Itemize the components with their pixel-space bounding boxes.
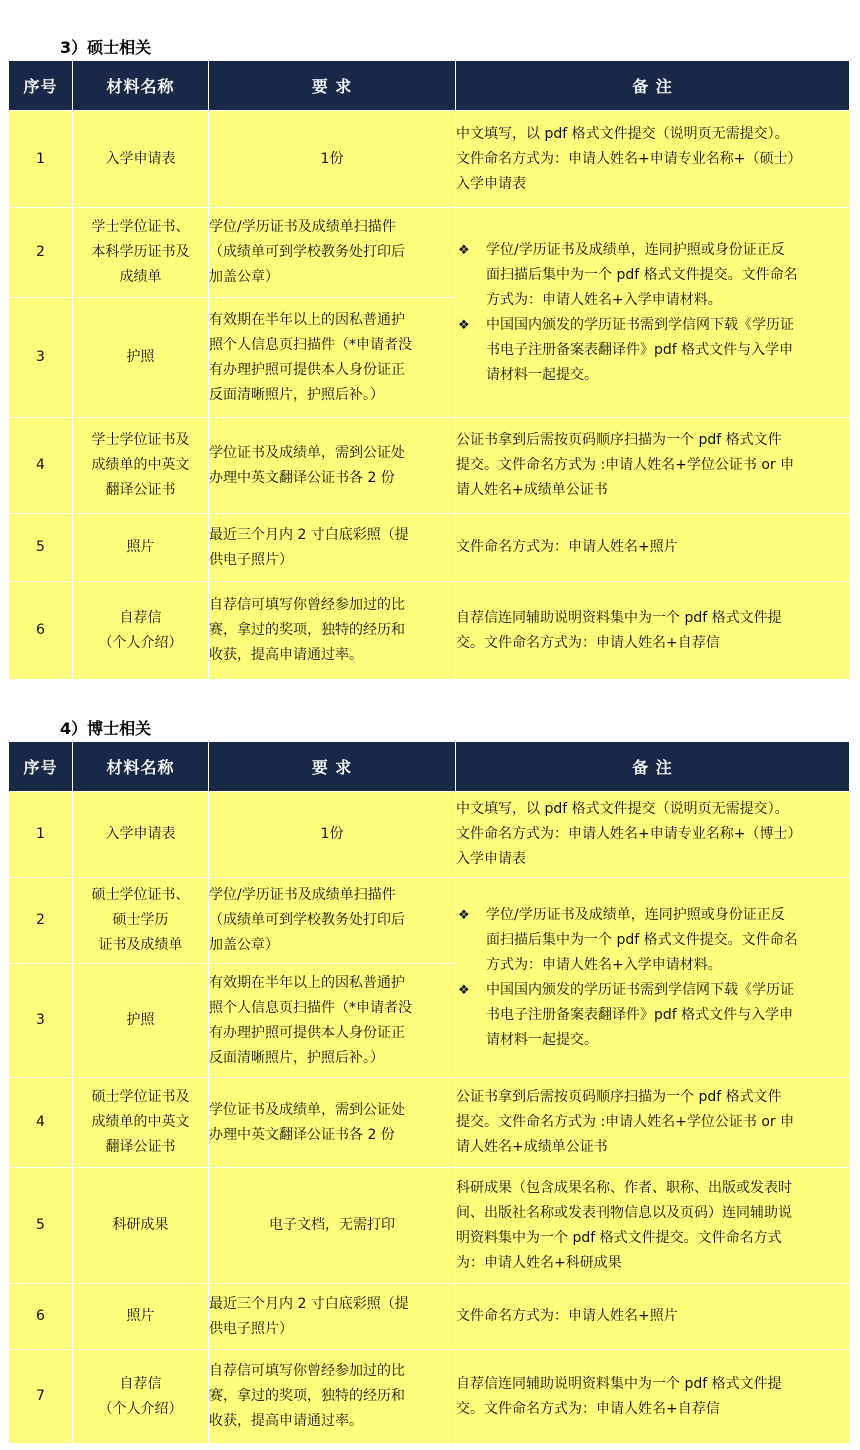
row-index: 3 [9,298,73,418]
row-note: 公证书拿到后需按页码顺序扫描为一个 pdf 格式文件 提交。文件命名方式为 :申请人姓名+学位公证书 or 申 请人姓名+成绩单公证书 [456,1078,850,1168]
row-material-name: 护照 [73,298,209,418]
row-material-name: 自荐信 （个人介绍） [73,582,209,680]
table-row [9,418,850,514]
header-index: 序号 [9,61,73,111]
row-requirement: 电子文档，无需打印 [209,1168,456,1284]
row-requirement: 自荐信可填写你曾经参加过的比 赛，拿过的奖项，独特的经历和 收获，提高申请通过率。 [209,582,456,680]
table-row [9,208,850,298]
header-index: 序号 [9,742,73,792]
row-index: 4 [9,418,73,514]
row-note: 自荐信连同辅助说明资料集中为一个 pdf 格式文件提 交。文件命名方式为：申请人姓名+自荐信 [456,582,850,680]
list-item: ❖ 中国国内颁发的学历证书需到学信网下载《学历证 书电子注册备案表翻译件》pdf 格式文件与入学申 请材料一起提交。 [456,313,849,388]
row-material-name: 学士学位证书及 成绩单的中英文 翻译公证书 [73,418,209,514]
row-note: 文件命名方式为：申请人姓名+照片 [456,514,850,582]
master-requirements-table [8,60,850,680]
table-row [9,1284,850,1350]
row-note: 中文填写，以 pdf 格式文件提交（说明页无需提交）。 文件命名方式为：申请人姓名+申请专业名称+（博士） 入学申请表 [456,792,850,878]
row-requirement: 1份 [209,111,456,208]
header-notes: 备 注 [456,742,850,792]
list-item: ❖ 学位/学历证书及成绩单，连同护照或身份证正反 面扫描后集中为一个 pdf 格式文件提交。文件命名 方式为：申请人姓名+入学申请材料。 [456,903,849,978]
row-index: 6 [9,582,73,680]
header-material-name: 材料名称 [73,61,209,111]
diamond-bullet-icon: ❖ [458,242,470,258]
list-item: ❖ 学位/学历证书及成绩单，连同护照或身份证正反 面扫描后集中为一个 pdf 格式文件提交。文件命名 方式为：申请人姓名+入学申请材料。 [456,238,849,313]
header-material-name: 材料名称 [73,742,209,792]
diamond-bullet-icon: ❖ [458,317,470,333]
row-note-shared [456,208,850,418]
master-section-title: 3）硕士相关 [60,38,152,57]
table-row [9,1078,850,1168]
row-index: 6 [9,1284,73,1350]
row-index: 1 [9,111,73,208]
row-index: 2 [9,208,73,298]
diamond-bullet-icon: ❖ [458,907,470,923]
doctor-requirements-table [8,741,850,1444]
row-requirement: 1份 [209,792,456,878]
row-index: 2 [9,878,73,964]
row-index: 7 [9,1350,73,1444]
row-requirement: 最近三个月内 2 寸白底彩照（提 供电子照片） [209,1284,456,1350]
row-note: 自荐信连同辅助说明资料集中为一个 pdf 格式文件提 交。文件命名方式为：申请人姓名+自荐信 [456,1350,850,1444]
row-material-name: 照片 [73,1284,209,1350]
row-index: 4 [9,1078,73,1168]
row-requirement: 有效期在半年以上的因私普通护 照个人信息页扫描件（*申请者没 有办理护照可提供本人身份证正 反面清晰照片，护照后补。） [209,964,456,1078]
row-index: 5 [9,514,73,582]
diamond-bullet-icon: ❖ [458,982,470,998]
row-requirement: 有效期在半年以上的因私普通护 照个人信息页扫描件（*申请者没 有办理护照可提供本人身份证正 反面清晰照片，护照后补。） [209,298,456,418]
row-requirement: 学位证书及成绩单，需到公证处 办理中英文翻译公证书各 2 份 [209,1078,456,1168]
row-note: 科研成果（包含成果名称、作者、职称、出版或发表时 间、出版社名称或发表刊物信息以及页码）连同辅助说 明资料集中为一个 pdf 格式文件提交。文件命名方式 为：申请人姓名+科研成果 [456,1168,850,1284]
row-requirement: 学位/学历证书及成绩单扫描件 （成绩单可到学校教务处打印后 加盖公章） [209,878,456,964]
row-material-name: 硕士学位证书及 成绩单的中英文 翻译公证书 [73,1078,209,1168]
table-row [9,514,850,582]
table-row [9,1350,850,1444]
table-row [9,1168,850,1284]
row-note: 中文填写，以 pdf 格式文件提交（说明页无需提交）。 文件命名方式为：申请人姓名+申请专业名称+（硕士） 入学申请表 [456,111,850,208]
row-requirement: 自荐信可填写你曾经参加过的比 赛，拿过的奖项，独特的经历和 收获，提高申请通过率。 [209,1350,456,1444]
row-material-name: 硕士学位证书、 硕士学历 证书及成绩单 [73,878,209,964]
row-material-name: 入学申请表 [73,111,209,208]
row-material-name: 照片 [73,514,209,582]
row-requirement: 最近三个月内 2 寸白底彩照（提 供电子照片） [209,514,456,582]
row-index: 3 [9,964,73,1078]
table-row [9,582,850,680]
shared-note-list [456,903,849,1053]
row-material-name: 入学申请表 [73,792,209,878]
shared-note-list [456,238,849,388]
row-note: 公证书拿到后需按页码顺序扫描为一个 pdf 格式文件 提交。文件命名方式为 :申请人姓名+学位公证书 or 申 请人姓名+成绩单公证书 [456,418,850,514]
row-note: 文件命名方式为：申请人姓名+照片 [456,1284,850,1350]
row-note-shared [456,878,850,1078]
row-requirement: 学位证书及成绩单，需到公证处 办理中英文翻译公证书各 2 份 [209,418,456,514]
header-requirement: 要 求 [209,742,456,792]
row-requirement: 学位/学历证书及成绩单扫描件 （成绩单可到学校教务处打印后 加盖公章） [209,208,456,298]
header-requirement: 要 求 [209,61,456,111]
row-material-name: 自荐信 （个人介绍） [73,1350,209,1444]
row-material-name: 护照 [73,964,209,1078]
table-header-row [9,742,850,792]
row-index: 1 [9,792,73,878]
row-material-name: 学士学位证书、 本科学历证书及 成绩单 [73,208,209,298]
table-row [9,111,850,208]
row-index: 5 [9,1168,73,1284]
header-notes: 备 注 [456,61,850,111]
doctor-section-title: 4）博士相关 [60,719,152,738]
list-item: ❖ 中国国内颁发的学历证书需到学信网下载《学历证 书电子注册备案表翻译件》pdf 格式文件与入学申 请材料一起提交。 [456,978,849,1053]
table-row [9,878,850,964]
table-row [9,792,850,878]
table-header-row [9,61,850,111]
row-material-name: 科研成果 [73,1168,209,1284]
